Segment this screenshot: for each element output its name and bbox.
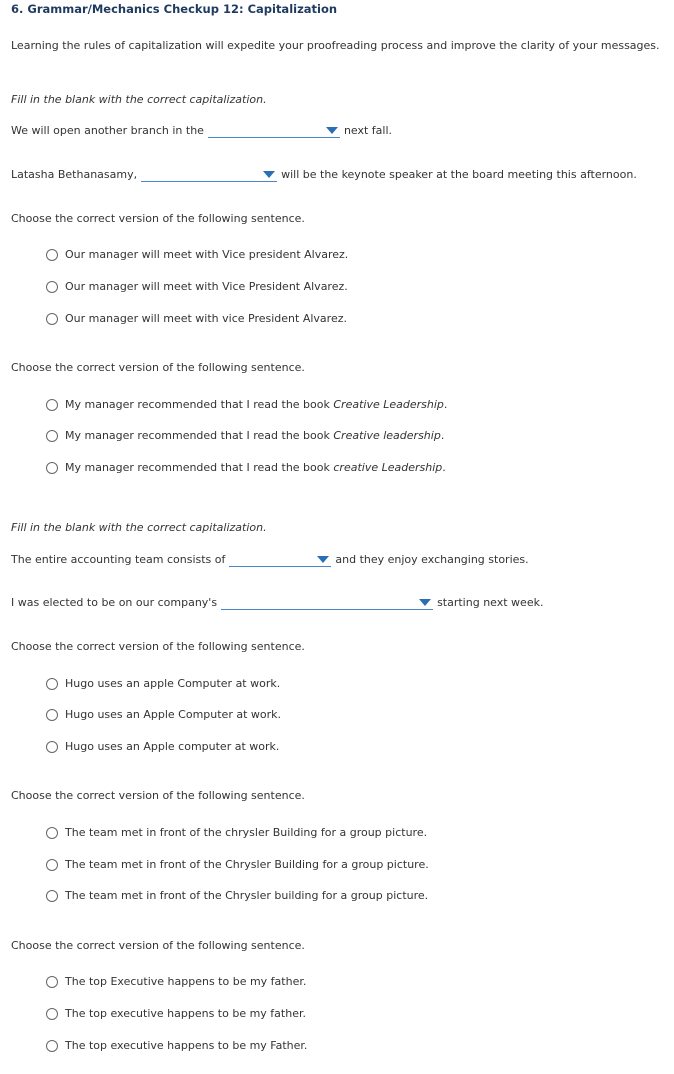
choose-prompt: Choose the correct version of the following sentence. (11, 361, 305, 374)
question-text-before: Latasha Bethanasamy, (11, 168, 138, 181)
option-radio[interactable] (46, 312, 347, 325)
fill-question-4 (11, 595, 543, 610)
choose-prompt: Choose the correct version of the following sentence. (11, 640, 305, 653)
option-label: My manager recommended that I read the book Creative leadership. (65, 429, 445, 442)
fill-question-1 (11, 123, 392, 138)
radio-button[interactable] (46, 430, 58, 442)
chevron-down-icon (317, 556, 329, 563)
question-text-before: We will open another branch in the (11, 124, 204, 137)
radio-button[interactable] (46, 399, 58, 411)
choose-prompt: Choose the correct version of the following sentence. (11, 939, 305, 952)
option-radio[interactable] (46, 858, 429, 871)
question-text-after: and they enjoy exchanging stories. (335, 553, 529, 566)
book-title: creative Leadership (333, 461, 443, 474)
section-title: 6. Grammar/Mechanics Checkup 12: Capitalization (11, 2, 338, 16)
question-text-after: starting next week. (437, 596, 544, 609)
chevron-down-icon (419, 599, 431, 606)
chevron-down-icon (263, 171, 275, 178)
option-label: Hugo uses an Apple computer at work. (65, 740, 280, 753)
option-label: The team met in front of the Chrysler building for a group picture. (65, 889, 429, 902)
radio-button[interactable] (46, 281, 58, 293)
option-radio[interactable] (46, 280, 348, 293)
radio-button[interactable] (46, 1040, 58, 1052)
radio-button[interactable] (46, 827, 58, 839)
option-radio[interactable] (46, 975, 306, 988)
option-label: Our manager will meet with Vice president Alvarez. (65, 248, 349, 261)
option-radio[interactable] (46, 708, 281, 721)
option-radio[interactable] (46, 826, 427, 839)
option-radio[interactable] (46, 429, 444, 442)
option-label: The top executive happens to be my Father. (65, 1039, 308, 1052)
radio-button[interactable] (46, 678, 58, 690)
answer-dropdown[interactable] (229, 552, 331, 567)
intro-text: Learning the rules of capitalization will expedite your proofreading process and improve the clarity of your messages. (11, 39, 660, 52)
option-label: Our manager will meet with Vice President Alvarez. (65, 280, 348, 293)
question-text-before: I was elected to be on our company's (11, 596, 218, 609)
fill-instruction: Fill in the blank with the correct capitalization. (11, 521, 267, 534)
option-label: Our manager will meet with vice President Alvarez. (65, 312, 347, 325)
option-label: My manager recommended that I read the book creative Leadership. (65, 461, 446, 474)
book-title: Creative Leadership (333, 398, 444, 411)
fill-instruction: Fill in the blank with the correct capitalization. (11, 93, 267, 106)
radio-button[interactable] (46, 709, 58, 721)
option-label: Hugo uses an apple Computer at work. (65, 677, 281, 690)
radio-button[interactable] (46, 976, 58, 988)
radio-button[interactable] (46, 313, 58, 325)
radio-button[interactable] (46, 1008, 58, 1020)
option-radio[interactable] (46, 1039, 307, 1052)
radio-button[interactable] (46, 462, 58, 474)
book-title: Creative leadership (333, 429, 441, 442)
radio-button[interactable] (46, 890, 58, 902)
choose-prompt: Choose the correct version of the following sentence. (11, 212, 305, 225)
answer-dropdown[interactable] (221, 595, 433, 610)
fill-question-2 (11, 167, 637, 182)
option-label: Hugo uses an Apple Computer at work. (65, 708, 282, 721)
fill-question-3 (11, 552, 529, 567)
option-radio[interactable] (46, 248, 348, 261)
option-radio[interactable] (46, 889, 428, 902)
option-label: The top Executive happens to be my father. (65, 975, 307, 988)
question-text-after: will be the keynote speaker at the board meeting this afternoon. (281, 168, 637, 181)
radio-button[interactable] (46, 741, 58, 753)
radio-button[interactable] (46, 859, 58, 871)
option-label: The team met in front of the chrysler Building for a group picture. (65, 826, 428, 839)
option-radio[interactable] (46, 461, 446, 474)
option-radio[interactable] (46, 398, 447, 411)
choose-prompt: Choose the correct version of the following sentence. (11, 789, 305, 802)
option-radio[interactable] (46, 740, 279, 753)
radio-button[interactable] (46, 249, 58, 261)
option-radio[interactable] (46, 677, 280, 690)
option-radio[interactable] (46, 1007, 306, 1020)
question-text-before: The entire accounting team consists of (11, 553, 226, 566)
chevron-down-icon (326, 127, 338, 134)
answer-dropdown[interactable] (141, 167, 277, 182)
question-text-after: next fall. (343, 124, 393, 137)
option-label: My manager recommended that I read the book Creative Leadership. (65, 398, 448, 411)
option-label: The top executive happens to be my father. (65, 1007, 306, 1020)
option-label: The team met in front of the Chrysler Building for a group picture. (65, 858, 429, 871)
answer-dropdown[interactable] (208, 123, 340, 138)
